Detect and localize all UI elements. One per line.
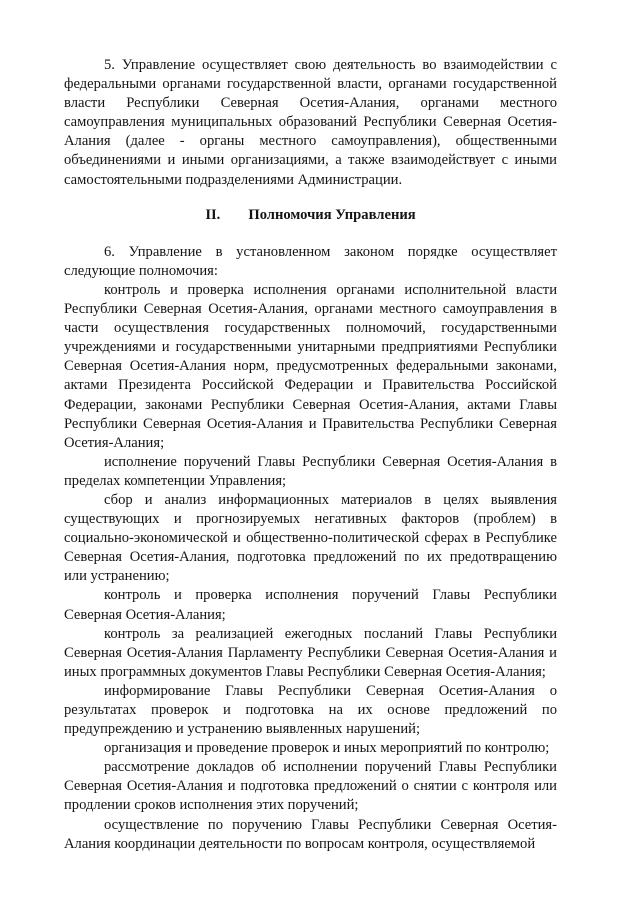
power-item: контроль за реализацией ежегодных посланий Главы Республики Северная Осетия-Алания Парламенту Республики Северная Осетия-Алания и иных программных документов Главы Республики Северная Осетия-Алания; [64, 625, 557, 680]
power-item: информирование Главы Республики Северная Осетия-Алания о результатах проверок и подготовка на их основе предложений по предупреждению и устранению выявленных нарушений; [64, 682, 557, 738]
power-item: сбор и анализ информационных материалов в целях выявления существующих и прогнозируемых негативных факторов (проблем) в социально-экономической и общественно-политической сферах в Республике Северная Осетия-Алания, подготовка предложений по их предотвращению или устранению; [64, 491, 557, 585]
power-item: контроль и проверка исполнения поручений Главы Республики Северная Осетия-Алания; [64, 587, 557, 623]
power-item: осуществление по поручению Главы Республики Северная Осетия-Алания координации деятельности по вопросам контроля, осуществляемой [64, 816, 557, 852]
paragraph-5: 5. Управление осуществляет свою деятельность во взаимодействии с федеральными органами государственной власти, органами государственной власти Республики Северная Осетия-Алания, органами местного самоуправления муниципальных образований Республики Северная Осетия-Алания (далее - органы местного самоуправления), общественными объединениями и иными организациями, а также взаимодействует с иными самостоятельными подразделениями Администрации. [64, 57, 557, 188]
section-title: Полномочия Управления [248, 206, 416, 223]
section-heading [64, 206, 557, 225]
power-item: исполнение поручений Главы Республики Северная Осетия-Алания в пределах компетенции Управления; [64, 453, 557, 489]
section-number: II. [205, 206, 221, 223]
document-page [64, 56, 557, 854]
power-item: контроль и проверка исполнения органами исполнительной власти Республики Северная Осетия-Алания, органами местного самоуправления в части осуществления государственных полномочий, государственными учреждениями и государственными унитарными предприятиями Республики Северная Осетия-Алания норм, предусмотренных федеральными законами, актами Президента Российской Федерации и Правительства Российской Федерации, законами Республики Северная Осетия-Алания, актами Главы Республики Северная Осетия-Алания и Правительства Республики Северная Осетия-Алания; [64, 281, 557, 451]
power-item: рассмотрение докладов об исполнении поручений Главы Республики Северная Осетия-Алания и подготовка предложений о снятии с контроля или продлении сроков исполнения этих поручений; [64, 759, 557, 814]
power-item: организация и проведение проверок и иных мероприятий по контролю; [104, 740, 550, 757]
paragraph-6-intro: 6. Управление в установленном законом порядке осуществляет следующие полномочия: [64, 243, 557, 279]
